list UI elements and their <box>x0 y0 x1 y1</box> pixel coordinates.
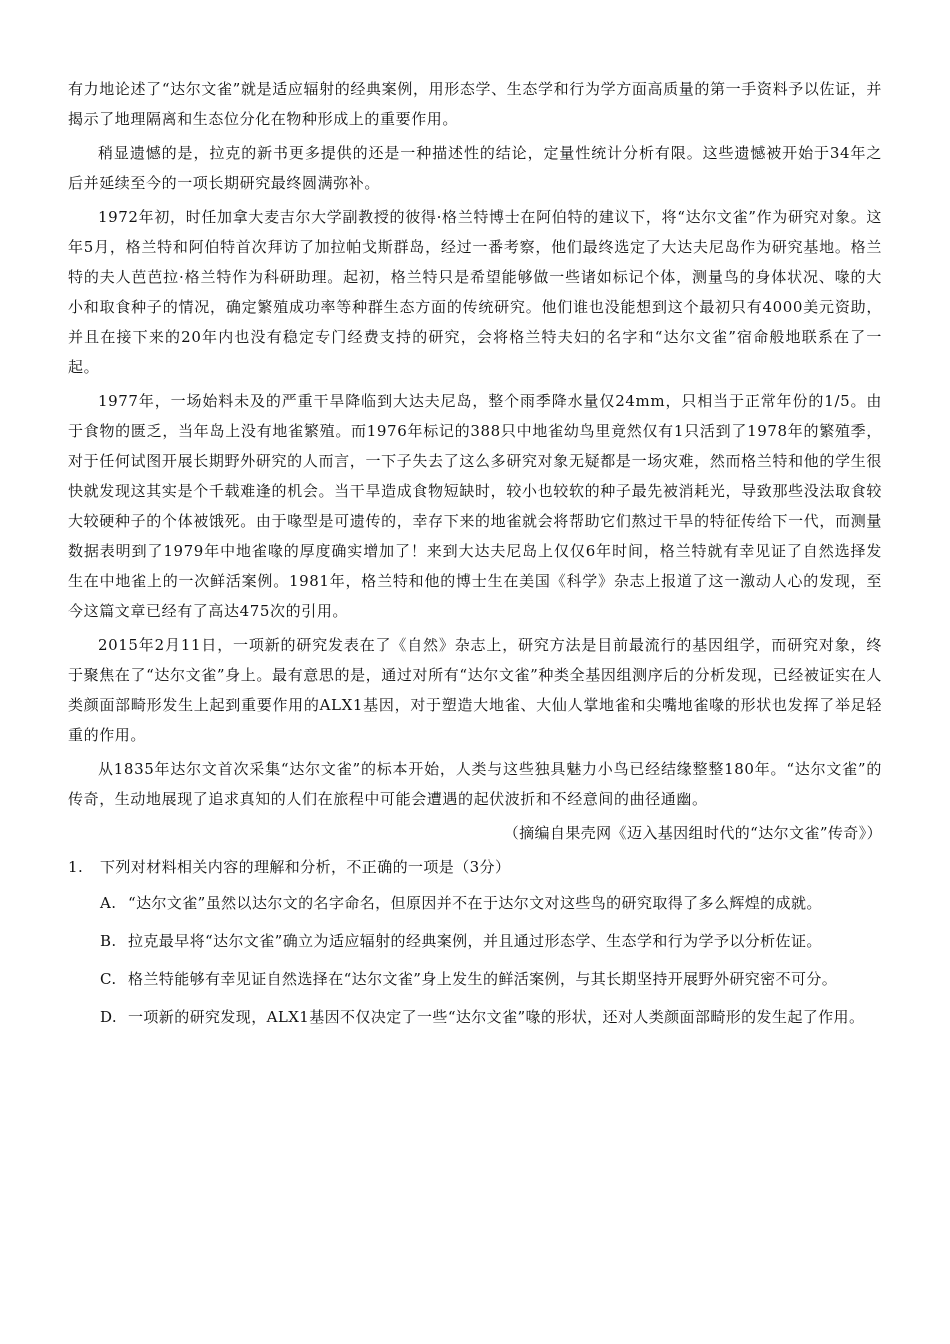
option-a <box>100 888 882 918</box>
document-content <box>68 74 882 1040</box>
option-letter: A. <box>100 894 117 912</box>
passage-paragraph: 从1835年达尔文首次采集“达尔文雀”的标本开始，人类与这些独具魅力小鸟已经结缘整整180年。“达尔文雀”的传奇，生动地展现了追求真知的人们在旅程中可能会遭遇的起伏波折和不经意间的曲径通幽。 <box>68 760 882 808</box>
option-letter: C. <box>100 970 117 988</box>
passage-source: （摘编自果壳网《迈入基因组时代的“达尔文雀”传奇》） <box>503 824 882 842</box>
question-stem: 下列对材料相关内容的理解和分析，不正确的一项是（3分） <box>100 858 511 876</box>
option-d <box>100 1002 882 1032</box>
passage-paragraph: 1972年初，时任加拿大麦吉尔大学副教授的彼得·格兰特博士在阿伯特的建议下，将“达尔文雀”作为研究对象。这年5月，格兰特和阿伯特首次拜访了加拉帕戈斯群岛，经过一番考察，他们最终选定了大达夫尼岛作为研究基地。格兰特的夫人芭芭拉·格兰特作为科研助理。起初，格兰特只是希望能够做一些诸如标记个体，测量鸟的身体状况、喙的大小和取食种子的情况，确定繁殖成功率等种群生态方面的传统研究。他们谁也没能想到这个最初只有4000美元资助，并且在接下来的20年内也没有稳定专门经费支持的研究，会将格兰特夫妇的名字和“达尔文雀”宿命般地联系在了一起。 <box>68 208 882 376</box>
question-block <box>68 852 882 1032</box>
option-letter: D. <box>100 1008 118 1026</box>
option-text: 格兰特能够有幸见证自然选择在“达尔文雀”身上发生的鲜活案例，与其长期坚持开展野外研究密不可分。 <box>128 970 838 988</box>
question-options <box>100 888 882 1032</box>
question-stem-line <box>68 852 882 882</box>
passage-paragraph: 有力地论述了“达尔文雀”就是适应辐射的经典案例，用形态学、生态学和行为学方面高质量的第一手资料予以佐证，并揭示了地理隔离和生态位分化在物种形成上的重要作用。 <box>68 80 882 128</box>
question-number: 1. <box>68 858 84 876</box>
passage-paragraph: 2015年2月11日，一项新的研究发表在了《自然》杂志上，研究方法是目前最流行的基因组学，而研究对象，终于聚焦在了“达尔文雀”身上。最有意思的是，通过对所有“达尔文雀”种类全基因组测序后的分析发现，已经被证实在人类颜面部畸形发生上起到重要作用的ALX1基因，对于塑造大地雀、大仙人掌地雀和尖嘴地雀喙的形状也发挥了举足轻重的作用。 <box>68 636 882 744</box>
passage-paragraph: 稍显遗憾的是，拉克的新书更多提供的还是一种描述性的结论，定量性统计分析有限。这些遗憾被开始于34年之后并延续至今的一项长期研究最终圆满弥补。 <box>68 144 882 192</box>
option-text: 一项新的研究发现，ALX1基因不仅决定了一些“达尔文雀”喙的形状，还对人类颜面部畸形的发生起了作用。 <box>128 1008 865 1026</box>
option-text: 拉克最早将“达尔文雀”确立为适应辐射的经典案例，并且通过形态学、生态学和行为学予以分析佐证。 <box>128 932 822 950</box>
option-c <box>100 964 882 994</box>
option-letter: B. <box>100 932 117 950</box>
option-b <box>100 926 882 956</box>
passage-paragraph: 1977年，一场始料未及的严重干旱降临到大达夫尼岛，整个雨季降水量仅24mm，只相当于正常年份的1/5。由于食物的匮乏，当年岛上没有地雀繁殖。而1976年标记的388只中地雀幼鸟里竟然仅有1只活到了1978年的繁殖季，对于任何试图开展长期野外研究的人而言，一下子失去了这么多研究对象无疑都是一场灾难，然而格兰特和他的学生很快就发现这其实是个千载难逢的机会。当干旱造成食物短缺时，较小也较软的种子最先被消耗光，导致那些没法取食较大较硬种子的个体被饿死。由于喙型是可遗传的，幸存下来的地雀就会将帮助它们熬过干旱的特征传给下一代，而测量数据表明到了1979年中地雀喙的厚度确实增加了！来到大达夫尼岛上仅仅6年时间，格兰特就有幸见证了自然选择发生在中地雀上的一次鲜活案例。1981年，格兰特和他的博士生在美国《科学》杂志上报道了这一激动人心的发现，至今这篇文章已经有了高达475次的引用。 <box>68 392 882 620</box>
option-text: “达尔文雀”虽然以达尔文的名字命名，但原因并不在于达尔文对这些鸟的研究取得了多么辉煌的成就。 <box>128 894 822 912</box>
